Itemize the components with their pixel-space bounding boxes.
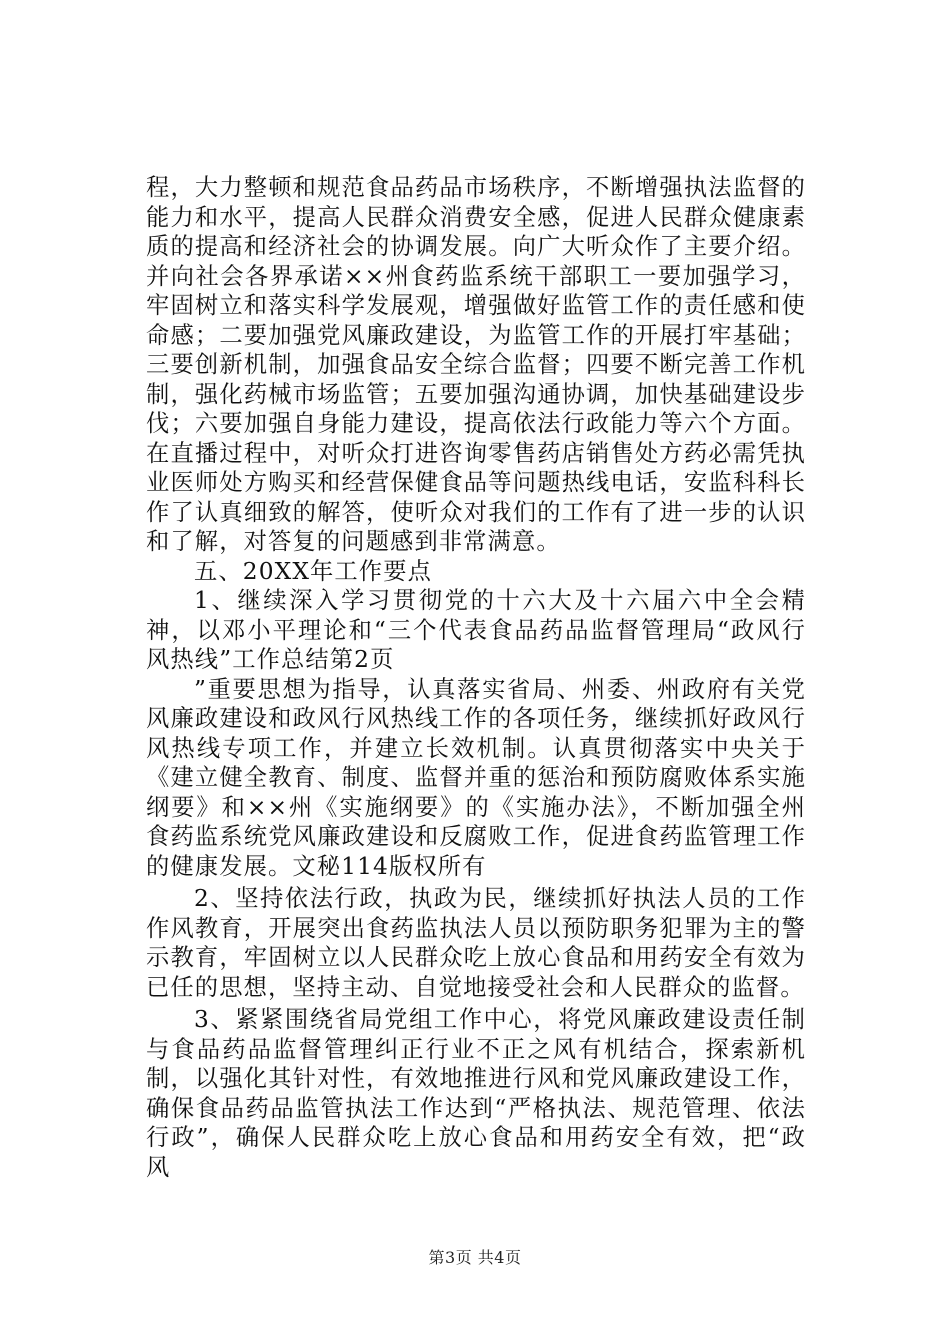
paragraph-broadcast-summary: 程，大力整顿和规范食品药品市场秩序，不断增强执法监督的能力和水平，提高人民群众消费安全感，促进人民群众健康素质的提高和经济社会的协调发展。向广大听众作了主要介绍。并向社会各界承诺××州食药监系统干部职工一要加强学习，牢固树立和落实科学发展观，增强做好监管工作的责任感和使命感；二要加强党风廉政建设，为监管工作的开展打牢基础；三要创新机制，加强食品安全综合监督；四要不断完善工作机制，强化药械市场监管；五要加强沟通协调，加快基础建设步伐；六要加强自身能力建设，提高依法行政能力等六个方面。在直播过程中，对听众打进咨询零售药店销售处方药必需凭执业医师处方购买和经营保健食品等问题热线电话，安监科科长作了认真细致的解答，使听众对我们的工作有了进一步的认识和了解，对答复的问题感到非常满意。 — [146, 174, 806, 555]
paragraph-point-1: 1、继续深入学习贯彻党的十六大及十六届六中全会精神，以邓小平理论和“三个代表食品药品监督管理局“政风行风热线”工作总结第2页 — [146, 587, 806, 673]
paragraph-point-3: 3、紧紧围绕省局党组工作中心，将党风廉政建设责任制与食品药品监督管理纠正行业不正之风有机结合，探索新机制，以强化其针对性，有效地推进行风和党风廉政建设工作，确保食品药品监管执法工作达到“严格执法、规范管理、依法行政”，确保人民群众吃上放心食品和用药安全有效，把“政风 — [146, 1006, 806, 1181]
paragraph-point-1-continued: ”重要思想为指导，认真落实省局、州委、州政府有关党风廉政建设和政风行风热线工作的各项任务，继续抓好政风行风热线专项工作，并建立长效机制。认真贯彻落实中央关于《建立健全教育、制度、监督并重的惩治和预防腐败体系实施纲要》和××州《实施纲要》的《实施办法》，不断加强全州食药监系统党风廉政建设和反腐败工作，促进食药监管理工作的健康发展。文秘114版权所有 — [146, 675, 806, 880]
paragraph-point-2: 2、坚持依法行政，执政为民，继续抓好执法人员的工作作风教育，开展突出食药监执法人员以预防职务犯罪为主的警示教育，牢固树立以人民群众吃上放心食品和用药安全有效为已任的思想，坚持主动、自觉地接受社会和人民群众的监督。 — [146, 885, 806, 1001]
section-heading-work-points: 五、20XX年工作要点 — [194, 557, 432, 585]
page-number-footer: 第3页 共4页 — [428, 1248, 522, 1267]
document-body — [146, 173, 806, 1182]
